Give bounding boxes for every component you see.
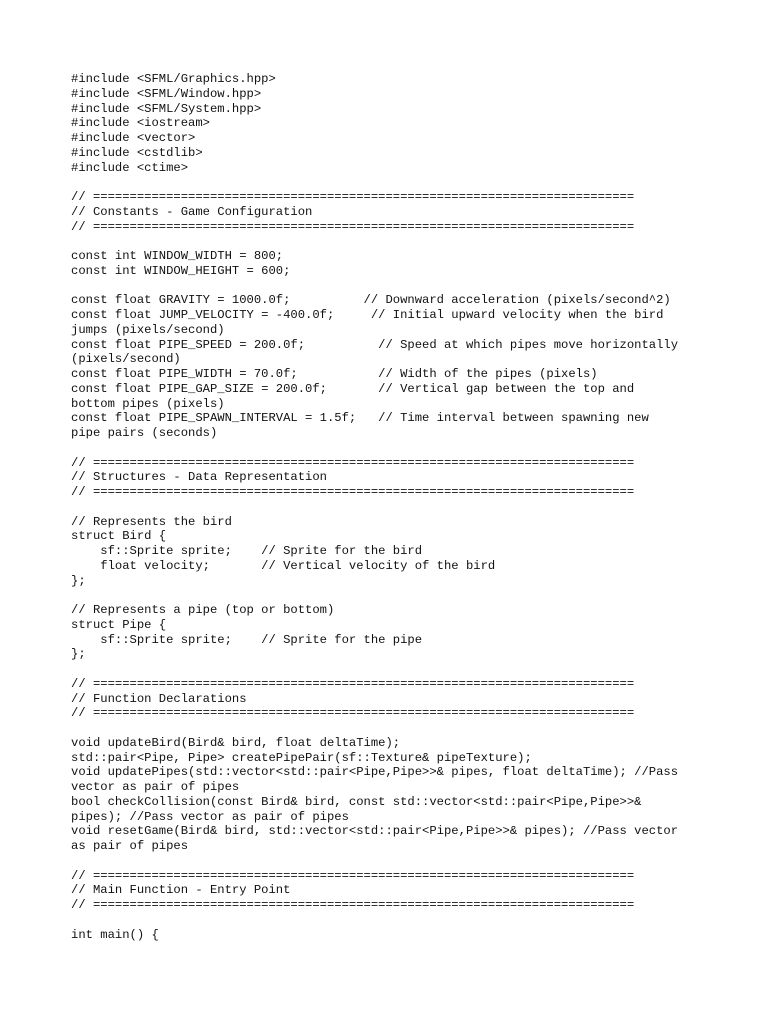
- code-line: [71, 854, 678, 869]
- code-line: [71, 175, 678, 190]
- code-line: (pixels/second): [71, 352, 181, 367]
- code-line: // Main Function - Entry Point: [71, 883, 291, 898]
- code-line: int main() {: [71, 927, 159, 942]
- code-line: as pair of pipes: [71, 839, 189, 853]
- code-line: // ==========================================================================: [71, 190, 635, 204]
- code-line: const float PIPE_GAP_SIZE = 200.0f; // Vertical gap between the top and: [71, 381, 635, 396]
- code-line: [71, 279, 678, 294]
- code-line: const float JUMP_VELOCITY = -400.0f; // Initial upward velocity when the bird: [71, 308, 664, 322]
- code-line: [71, 441, 678, 456]
- code-line: // ==========================================================================: [71, 676, 635, 691]
- code-line: // ==========================================================================: [71, 455, 635, 470]
- code-line: // Represents the bird: [71, 514, 232, 529]
- code-line: struct Bird {: [71, 529, 167, 544]
- code-line: const int WINDOW_HEIGHT = 600;: [71, 263, 291, 278]
- code-line: pipes); //Pass vector as pair of pipes: [71, 809, 349, 824]
- code-line: // Structures - Data Representation: [71, 470, 327, 485]
- code-line: // ==========================================================================: [71, 485, 635, 499]
- code-line: [71, 721, 678, 736]
- code-line: sf::Sprite sprite; // Sprite for the bird: [71, 544, 423, 558]
- code-line: float velocity; // Vertical velocity of the bird: [71, 558, 496, 573]
- code-line: bottom pipes (pixels): [71, 396, 225, 411]
- code-line: #include <iostream>: [71, 116, 210, 131]
- code-line: // ==========================================================================: [71, 219, 635, 234]
- code-line: // Represents a pipe (top or bottom): [71, 603, 335, 617]
- code-line: #include <SFML/Window.hpp>: [71, 86, 262, 101]
- code-line: std::pair<Pipe, Pipe> createPipePair(sf::Texture& pipeTexture);: [71, 750, 532, 765]
- code-line: #include <cstdlib>: [71, 145, 203, 160]
- code-line: pipe pairs (seconds): [71, 426, 218, 440]
- code-line: [71, 588, 678, 603]
- code-line: [71, 500, 678, 515]
- code-line: bool checkCollision(const Bird& bird, const std::vector<std::pair<Pipe,Pipe>>&: [71, 794, 642, 809]
- code-listing: [71, 72, 678, 942]
- code-line: const float PIPE_WIDTH = 70.0f; // Width of the pipes (pixels): [71, 367, 598, 381]
- code-line: jumps (pixels/second): [71, 322, 225, 337]
- code-line: const int WINDOW_WIDTH = 800;: [71, 249, 284, 263]
- code-line: const float GRAVITY = 1000.0f; // Downward acceleration (pixels/second^2): [71, 293, 671, 308]
- code-line: struct Pipe {: [71, 617, 167, 632]
- code-line: };: [71, 573, 86, 588]
- code-line: // ==========================================================================: [71, 706, 635, 721]
- code-line: [71, 662, 678, 677]
- code-line: vector as pair of pipes: [71, 780, 240, 794]
- code-line: // Constants - Game Configuration: [71, 204, 313, 219]
- code-line: // ==========================================================================: [71, 898, 635, 912]
- code-line: const float PIPE_SPEED = 200.0f; // Speed at which pipes move horizontally: [71, 337, 679, 352]
- code-line: [71, 234, 678, 249]
- code-line: const float PIPE_SPAWN_INTERVAL = 1.5f; // Time interval between spawning new: [71, 411, 649, 426]
- code-line: #include <SFML/System.hpp>: [71, 101, 262, 116]
- code-line: void updatePipes(std::vector<std::pair<Pipe,Pipe>>& pipes, float deltaTime); //Pass: [71, 765, 679, 780]
- code-line: #include <vector>: [71, 131, 196, 145]
- code-line: void resetGame(Bird& bird, std::vector<std::pair<Pipe,Pipe>>& pipes); //Pass vector: [71, 824, 679, 839]
- code-line: // ==========================================================================: [71, 868, 635, 883]
- code-line: #include <ctime>: [71, 160, 189, 175]
- code-line: void updateBird(Bird& bird, float deltaTime);: [71, 735, 401, 750]
- code-line: // Function Declarations: [71, 691, 247, 706]
- code-line: [71, 913, 678, 928]
- code-line: sf::Sprite sprite; // Sprite for the pipe: [71, 632, 423, 647]
- code-line: #include <SFML/Graphics.hpp>: [71, 72, 276, 86]
- code-line: };: [71, 647, 86, 662]
